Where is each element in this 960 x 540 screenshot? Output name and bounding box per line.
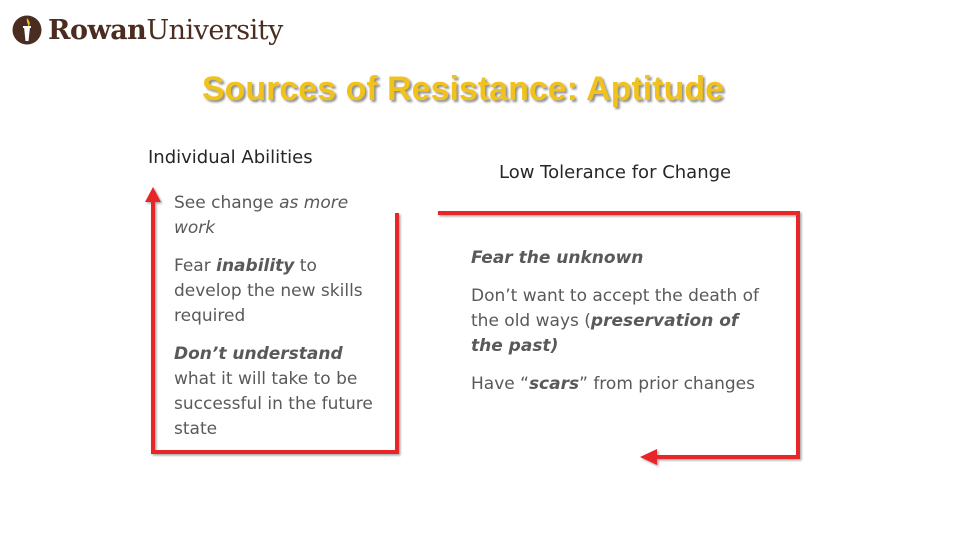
- item-text-part: [216, 256, 294, 276]
- emphasis-text: scars: [528, 374, 580, 394]
- item-text-part: Fear: [174, 256, 217, 276]
- left-arrow-head: [145, 187, 161, 202]
- emphasis-text: Don’t understand: [174, 344, 343, 364]
- left-item-1: [174, 191, 374, 241]
- emphasis-text: preservation of the past): [471, 311, 739, 356]
- left-item-3: [174, 342, 384, 442]
- item-text-part: Have “: [471, 374, 529, 394]
- item-text-part: Don’t want to accept the death of the old ways (: [471, 286, 760, 331]
- item-text-part: [471, 248, 643, 268]
- item-text-part: as more work: [174, 193, 349, 238]
- item-text-part: See change: [174, 193, 280, 213]
- right-item-2: [471, 284, 771, 359]
- item-text-part: to develop the new skills required: [174, 256, 363, 326]
- left-item-2: [174, 254, 384, 329]
- emphasis-text: Fear the unknown: [471, 248, 644, 268]
- emphasis-text: inability: [216, 256, 295, 276]
- right-column-heading: Low Tolerance for Change: [499, 162, 732, 183]
- right-item-3: [471, 372, 771, 397]
- right-arrow-head: [640, 449, 657, 465]
- right-item-1: [471, 246, 771, 271]
- logo-name-bold: Rowan: [48, 14, 147, 46]
- logo-name-rest: University: [146, 14, 283, 46]
- item-text-part: what it will take to be successful in the future state: [174, 369, 373, 439]
- item-text-part: [529, 374, 579, 394]
- item-text-part: ” from prior changes: [579, 374, 756, 394]
- left-column-heading: Individual Abilities: [148, 147, 313, 168]
- slide-title: Sources of Resistance: Aptitude: [201, 70, 725, 108]
- item-text-part: [174, 344, 343, 364]
